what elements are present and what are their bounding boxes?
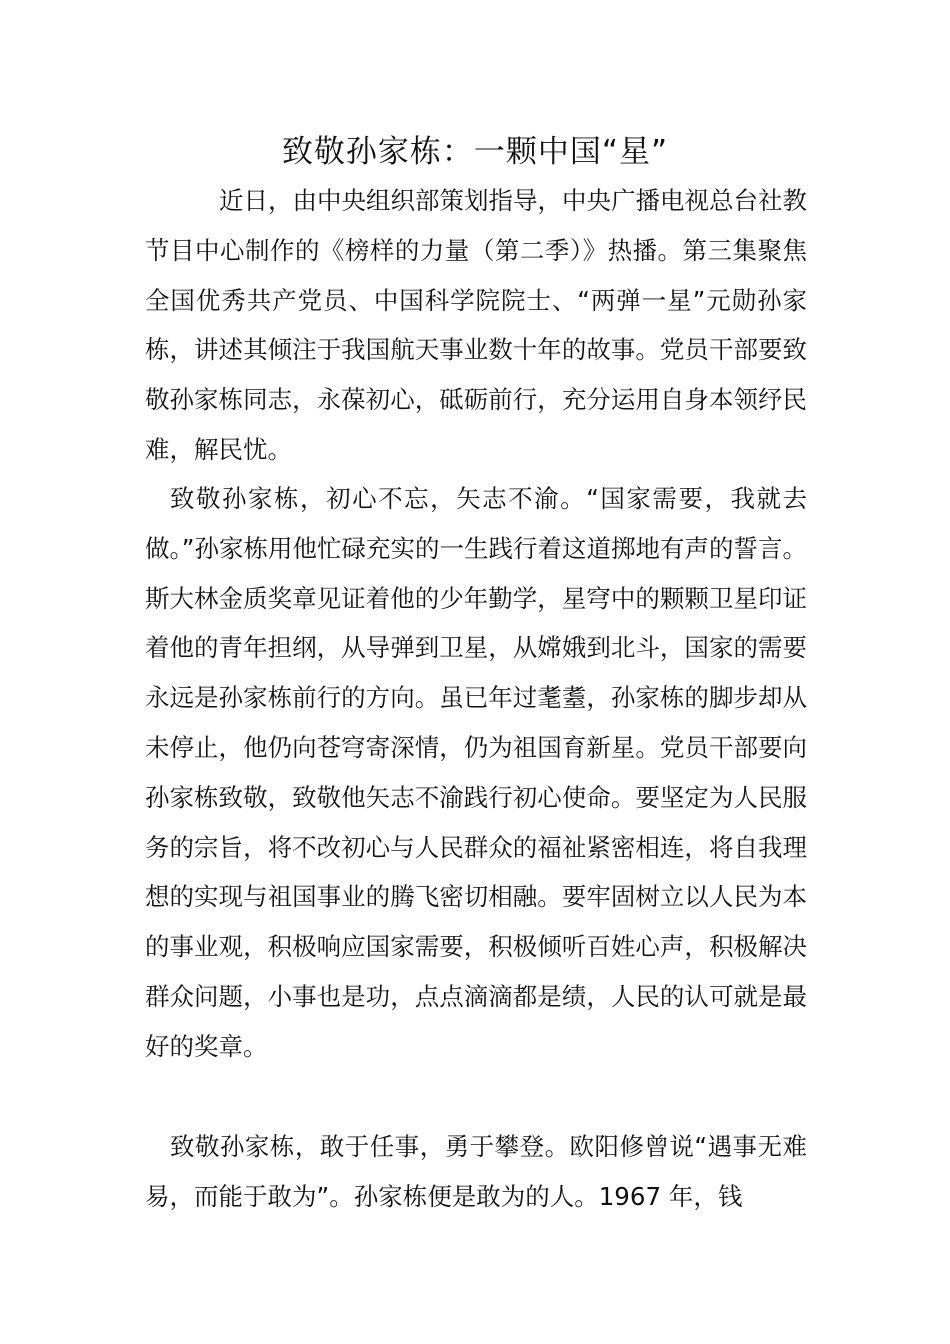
paragraph-original-aspiration: 致敬孙家栋，初心不忘，矢志不渝。“国家需要，我就去做。”孙家栋用他忙碌充实的一生践行着这道掷地有声的誓言。斯大林金质奖章见证着他的少年勤学，星穹中的颗颗卫星印证着他的青年担纲，从导弹到卫星，从嫦娥到北斗，国家的需要永远是孙家栋前行的方向。虽已年过耄耋，孙家栋的脚步却从未停止，他仍向苍穹寄深情，仍为祖国育新星。党员干部要向孙家栋致敬，致敬他矢志不渝践行初心使命。要坚定为人民服务的宗旨，将不改初心与人民群众的福祉紧密相连，将自我理想的实现与祖国事业的腾飞密切相融。要牢固树立以人民为本的事业观，积极响应国家需要，积极倾听百姓心声，积极解决群众问题，小事也是功，点点滴滴都是绩，人民的认可就是最好的奖章。 — [145, 484, 807, 1061]
paragraph-intro: 近日，由中央组织部策划指导，中央广播电视总台社教节目中心制作的《榜样的力量（第二季）》热播。第三集聚焦全国优秀共产党员、中国科学院院士、“两弹一星”元勋孙家栋，讲述其倾注于我国航天事业数十年的故事。党员干部要致敬孙家栋同志，永葆初心，砥砺前行，充分运用自身本领纾民难，解民忧。 — [145, 186, 807, 464]
paragraph-courage: 致敬孙家栋，敢于任事，勇于攀登。欧阳修曾说“遇事无难易，而能于敢为”。孙家栋便是敢为的人。1967 年，钱 — [145, 1132, 807, 1211]
document-title: 致敬孙家栋：一颗中国“星” — [281, 134, 669, 170]
